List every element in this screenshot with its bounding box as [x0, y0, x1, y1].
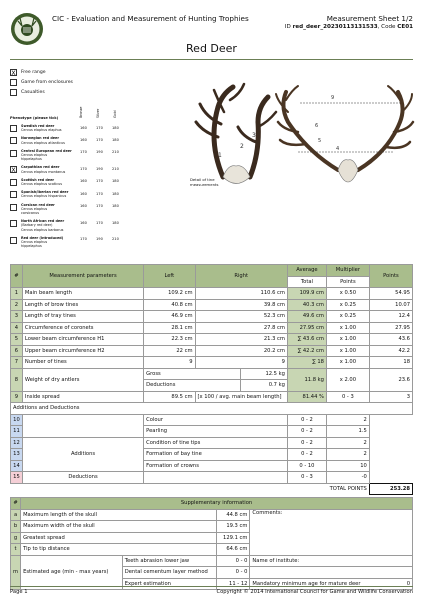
medal-score: 190 — [96, 150, 103, 155]
medal-score: 170 — [96, 191, 103, 196]
medal-score: 180 — [112, 179, 119, 184]
document-title: CIC - Evaluation and Measurement of Hunting Trophies — [52, 14, 249, 23]
phenotype-checkbox[interactable]: X — [11, 166, 16, 175]
additions-label: Additions — [22, 437, 143, 472]
col-average: Average — [287, 265, 326, 277]
medal-score: 170 — [96, 204, 103, 209]
phenotype-label: North African red deer (Barbary red deer) Cervus elaphus barbarus — [21, 219, 65, 232]
sheet-number: Measurement Sheet 1/2 — [326, 14, 413, 23]
medal-score: 160 — [80, 179, 87, 184]
measurement-table: # Measurement parameters Left Right Average Multiplier Points Total Points 1 Main beam length 109.2 cm 110.6 cm 109.9 cm x 0.50 54.95 2 Length of brow tines 40.8 cm 39.8 cm 40.3 cm x 0.25 10.07 3 Length of tray tines 46.9 cm 52.3 cm 49.6 cm x 0.25 12.4 4 Circumference of coronets 28.1 cm 27.8 cm 27.95 cm x 1.00 27.95 5 Lower beam circumference H1 22.3 cm 21.3 cm ∑ 43.6 cm x 1.00 43.6 6 Upper beam circumference H2 22 cm 20.2 cm ∑ 42.2 cm x 1.00 42.2 7 Number of tines 9 9 ∑ 18 x 1.00 18 8 Weight of dry antlers Gross 12.5 kg 11.8 kg x 2.00 23.6 Deductions 0.7 kg 9 Inside spread 89.5 cm [x 100 / avg. main beam length] 81.44 % 0 - 3 3 Additions and Deductions 10 Colour 0 - 2 2 11 Pearling 0 - 2 1.5 12 Additions Condition of tine tips 0 - 2 2 13 Formation of bay tine 0 - 2 2 14 Formation of crowns 0 - 10 10 15 Deductions 0 - 3 -0 TOTAL POINTS 253.28 — [10, 264, 413, 495]
phenotype-checkbox[interactable] — [10, 125, 17, 132]
col-multiplier: Multiplier — [326, 265, 369, 277]
table-row: 4 Circumference of coronets 28.1 cm 27.8 cm 27.95 cm x 1.00 27.95 — [11, 322, 413, 334]
phenotype-label: Central European red deer Cervus elaphus hippelaphus — [21, 148, 72, 162]
origin-label: Free range — [21, 70, 46, 75]
col-points: Points — [369, 265, 412, 288]
medal-score: 170 — [80, 166, 87, 171]
medal-score: 210 — [112, 237, 119, 242]
copyright: Copyright © 2014 International Council for Game and Wildlife Conservation — [216, 589, 413, 595]
adjustment-row: 14 Formation of crowns 0 - 10 10 — [11, 460, 413, 472]
comments-field[interactable]: Comments: — [250, 509, 413, 555]
additions-deductions-heading: Additions and Deductions — [11, 403, 413, 415]
sheet-id: ID red_deer_20230113131533, Code CE01 — [284, 24, 413, 30]
supp-row: g Greatest spread 129.1 cm — [11, 532, 413, 544]
figure-label-6: 6 — [315, 123, 319, 129]
footer-divider — [10, 586, 413, 587]
medal-gold: Gold — [113, 110, 117, 118]
age-row: m Estimated age (min - max years) Teeth abrasion lower jaw 0 - 0 Name of institute: — [11, 555, 413, 567]
page-number: Page 1 — [10, 589, 28, 595]
institute-field[interactable]: Name of institute: — [250, 555, 413, 567]
phenotype-checkbox[interactable] — [10, 137, 17, 144]
medal-score: 180 — [112, 125, 119, 130]
medal-silver: Silver — [96, 108, 100, 118]
species-title: Red Deer — [186, 42, 237, 55]
medal-score: 180 — [112, 220, 119, 225]
table-header-row: # Measurement parameters Left Right Average Multiplier Points — [11, 265, 413, 277]
medal-score: 190 — [96, 237, 103, 242]
medal-score: 180 — [112, 191, 119, 196]
col-params: Measurement parameters — [22, 265, 143, 288]
medal-score: 210 — [112, 150, 119, 155]
medal-score: 180 — [112, 204, 119, 209]
figure-label-9: 9 — [331, 95, 335, 101]
adjustment-row: 10 Colour 0 - 2 2 — [11, 414, 413, 426]
figure-label-3: 3 — [252, 132, 256, 139]
col-total: Total — [287, 276, 326, 288]
medal-score: 160 — [80, 137, 87, 142]
supp-row: t Tip to tip distance 64.6 cm — [11, 544, 413, 556]
phenotype-label: Corsican red deer Cervus elaphus corsicanus — [21, 202, 55, 215]
col-points-sub: Points — [326, 276, 369, 288]
supplementary-heading: Supplementary information — [21, 498, 413, 510]
adjustment-row: 13 Formation of bay tine 0 - 2 2 — [11, 449, 413, 461]
medal-score: 190 — [96, 166, 103, 171]
phenotype-checkbox[interactable] — [10, 220, 17, 227]
phenotype-checkbox[interactable] — [10, 150, 17, 157]
phenotype-checkbox[interactable] — [10, 204, 17, 211]
table-row: 7 Number of tines 9 9 ∑ 18 x 1.00 18 — [11, 357, 413, 369]
medal-score: 160 — [80, 191, 87, 196]
mandatory-age: Mandatory minimum age for mature deer 0 — [250, 578, 413, 590]
medal-score: 170 — [80, 150, 87, 155]
medal-score: 170 — [96, 220, 103, 225]
adjustment-row: 15 Deductions 0 - 3 -0 — [11, 472, 413, 484]
medal-score: 180 — [112, 137, 119, 142]
medal-score: 170 — [96, 137, 103, 142]
phenotype-label: Norwegian red deer Cervus elaphus atlanticus — [21, 136, 65, 145]
medal-score: 170 — [96, 125, 103, 130]
phenotype-label: Red deer (introduced) Cervus elaphus hippelaphus — [21, 235, 64, 249]
phenotype-checkbox[interactable] — [10, 191, 17, 198]
medal-score: 160 — [80, 125, 87, 130]
table-row: 6 Upper beam circumference H2 22 cm 20.2 cm ∑ 42.2 cm x 1.00 42.2 — [11, 345, 413, 357]
supp-row: b Maximum width of the skull 19.3 cm — [11, 521, 413, 533]
phenotype-label: Scottish red deer Cervus elaphus scoticus — [21, 177, 63, 186]
table-row-weight: 8 Weight of dry antlers Gross 12.5 kg 11.8 kg x 2.00 23.6 — [11, 368, 413, 380]
adjustment-row: 11 Pearling 0 - 2 1.5 — [11, 426, 413, 438]
medal-score: 160 — [80, 204, 87, 209]
phenotype-label: Spanish/Iberian red deer Cervus elaphus hispanicus — [21, 190, 69, 199]
header-divider — [10, 59, 413, 60]
deductions-label: Deductions — [22, 472, 143, 484]
figure-label-5: 5 — [318, 138, 322, 144]
table-row: 3 Length of tray tines 46.9 cm 52.3 cm 49.6 cm x 0.25 12.4 — [11, 311, 413, 323]
phenotype-checkbox[interactable] — [10, 179, 17, 186]
checkbox-free-range[interactable]: X — [11, 69, 16, 77]
phenotype-label: Swedish red deer Cervus elaphus elaphus — [21, 124, 62, 133]
total-label: TOTAL POINTS — [329, 486, 367, 492]
supp-row: a Maximum length of the skull 44.8 cm Comments: — [11, 509, 413, 521]
cic-logo — [10, 12, 44, 46]
medal-score: 170 — [96, 179, 103, 184]
supplementary-table: # Supplementary information a Maximum length of the skull 44.8 cm Comments: b Maximum width of the skull 19.3 cm g Greatest spread 129.1 cm t Tip to tip distance 64.6 cm m Estimated age (min - max years) Teeth abrasion lower jaw 0 - 0 Name of institute: Dental cementum layer method 0 - 0 Expert estimation 11 - 12 Mandatory minimum age for mature deer 0 — [10, 497, 413, 590]
checkbox-enclosure[interactable] — [10, 79, 17, 86]
phenotype-label: Carpathian red deer Cervus elaphus montanus — [21, 165, 66, 174]
medal-bronze: Bronze — [79, 106, 83, 118]
adjustment-row: 12 Additions Condition of tine tips 0 - 2 2 — [11, 437, 413, 449]
origin-label: Game from enclosures — [21, 80, 73, 85]
table-row: 5 Lower beam circumference H1 22.3 cm 21.3 cm ∑ 43.6 cm x 1.00 43.6 — [11, 334, 413, 346]
phenotype-heading: Phenotype (please tick) — [10, 116, 59, 120]
table-row: 1 Main beam length 109.2 cm 110.6 cm 109.9 cm x 0.50 54.95 — [11, 288, 413, 300]
checkbox-casualties[interactable] — [10, 89, 17, 96]
col-left: Left — [144, 265, 195, 288]
figure-label-2: 2 — [240, 143, 244, 150]
table-row-spread: 9 Inside spread 89.5 cm [x 100 / avg. main beam length] 81.44 % 0 - 3 3 — [11, 391, 413, 403]
total-points: 253.28 — [369, 483, 412, 495]
figure-label-4: 4 — [336, 146, 340, 152]
origin-label: Casualties — [21, 90, 45, 95]
phenotype-checkbox[interactable] — [10, 237, 17, 244]
figure-caption: Detail of tine measurements — [190, 177, 219, 187]
medal-score: 160 — [80, 220, 87, 225]
col-right: Right — [195, 265, 287, 288]
medal-score: 170 — [80, 237, 87, 242]
table-row: 2 Length of brow tines 40.8 cm 39.8 cm 40.3 cm x 0.25 10.07 — [11, 299, 413, 311]
figure-label-1: 1 — [218, 152, 222, 159]
total-row — [11, 483, 413, 495]
medal-score: 210 — [112, 166, 119, 171]
